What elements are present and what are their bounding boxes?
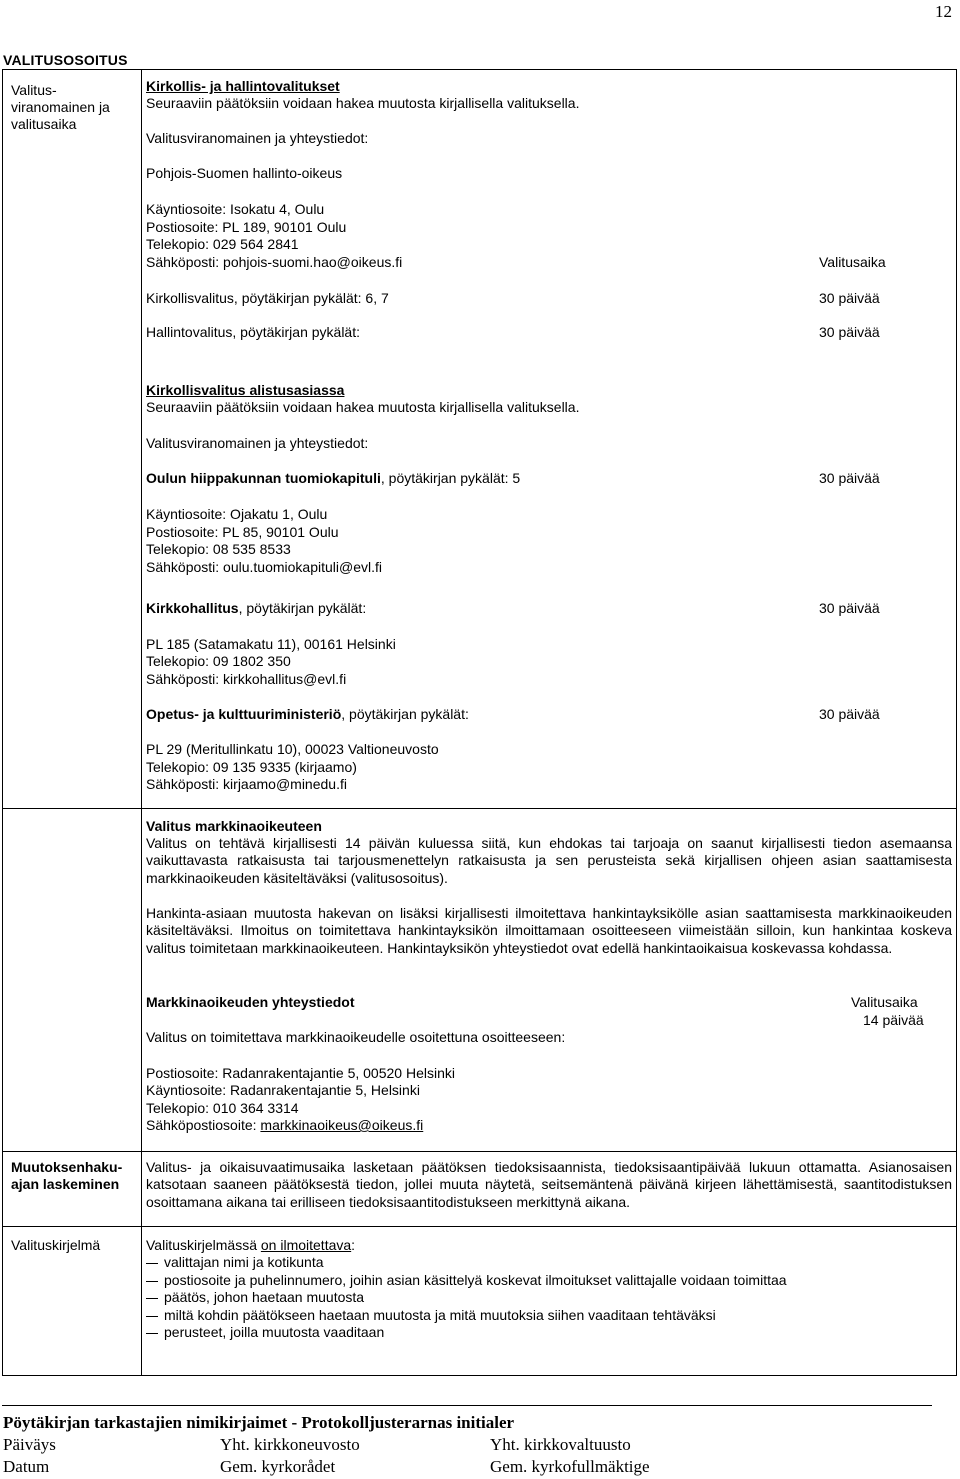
appeal-period-heading: Valitusaika <box>819 254 886 270</box>
footer-title: Pöytäkirjan tarkastajien nimikirjaimet - Protokolljusterarnas initialer <box>3 1413 515 1432</box>
board-name: Kirkkohallitus <box>146 600 239 616</box>
ministry-days: 30 päivää <box>819 706 880 722</box>
board-fax: Telekopio: 09 1802 350 <box>146 653 291 669</box>
list-item: päätös, johon haetaan muutosta <box>146 1289 787 1307</box>
admin-appeal-sections: Hallintovalitus, pöytäkirjan pykälät: <box>146 324 360 340</box>
market-court-post: Postiosoite: Radanrakentajantie 5, 00520 Helsinki <box>146 1065 455 1081</box>
letter-intro-underlined: on ilmoitettava <box>260 1237 352 1253</box>
page-number: 12 <box>935 2 952 21</box>
chapter-sections: , pöytäkirjan pykälät: 5 <box>380 470 521 486</box>
board-sections: , pöytäkirjan pykälät: <box>238 600 367 616</box>
column-divider <box>141 70 142 1375</box>
market-court-deliver: Valitus on toimitettava markkinaoikeudelle osoitettuna osoitteeseen: <box>146 1029 566 1045</box>
market-court-contact-heading: Markkinaoikeuden yhteystiedot <box>146 994 355 1010</box>
time-calculation-text: Valitus- ja oikaisuvaatimusaika lasketaan päätöksen tiedoksisaannista, tiedoksisaantipäivää lukuun ottamatta. Asianosaisen katsotaan saaneen päätöksestä tiedon, jollei muuta näytetä, seitsemäntenä päivänä kirjeen lähettämisestä, saantitodistuksen osoittamana aikana tai erilliseen tiedoksisaantitodistukseen merkittynä aikana. <box>146 1159 952 1210</box>
row-divider <box>3 1226 956 1227</box>
footer-assembly-sv: Gem. kyrkofullmäktige <box>490 1457 650 1476</box>
market-court-paragraph-2: Hankinta-asiaan muutosta hakevan on lisäksi kirjallisesti ilmoitettava hankintayksikölle asian saattamisesta markkinaoikeuden käsiteltäväksi. Ilmoitus on toimitettava hankintayksikön ilmoittamaan osoitteeseen viimeistään silloin, kun hankintaa koskeva valitus toimitetaan markkinaoikeuteen. Hankintayksikön yhteystiedot ovat edellä hankintaoikaisua koskevassa kohdassa. <box>146 905 952 956</box>
market-court-fax: Telekopio: 010 364 3314 <box>146 1100 299 1116</box>
list-item: perusteet, joilla muutosta vaaditaan <box>146 1324 787 1342</box>
footer-rule <box>2 1405 932 1406</box>
section-heading-church-admin: Kirkollis- ja hallintovalitukset <box>146 78 340 94</box>
heading-rest-part: markkinaoikeuteen <box>191 818 322 834</box>
section-heading-subordination: Kirkollisvalitus alistusasiassa <box>146 382 345 398</box>
chapter-name: Oulun hiippakunnan tuomiokapituli <box>146 470 381 486</box>
label-time-calculation: Muutoksenhaku-ajan laskeminen <box>11 1159 123 1192</box>
admin-appeal-days: 30 päivää <box>819 324 880 340</box>
chapter-days: 30 päivää <box>819 470 880 486</box>
post-address: Postiosoite: PL 189, 90101 Oulu <box>146 219 347 235</box>
letter-intro-suffix: : <box>351 1237 356 1253</box>
required-contents-list <box>146 1254 787 1342</box>
church-appeal-sections: Kirkollisvalitus, pöytäkirjan pykälät: 6, 7 <box>146 290 389 306</box>
email: Sähköposti: pohjois-suomi.hao@oikeus.fi <box>146 254 403 270</box>
footer-date-fi: Päiväys <box>3 1435 56 1454</box>
list-item: valittajan nimi ja kotikunta <box>146 1254 787 1272</box>
fax: Telekopio: 029 564 2841 <box>146 236 299 252</box>
chapter-fax: Telekopio: 08 535 8533 <box>146 541 291 557</box>
footer-date-sv: Datum <box>3 1457 50 1476</box>
ministry-sections: , pöytäkirjan pykälät: <box>341 706 469 722</box>
ministry-email: Sähköposti: kirjaamo@minedu.fi <box>146 776 347 792</box>
ministry-address: PL 29 (Meritullinkatu 10), 00023 Valtioneuvosto <box>146 741 439 757</box>
market-court-email-link[interactable]: markkinaoikeus@oikeus.fi <box>260 1117 424 1133</box>
market-court-paragraph-1: Valitus on tehtävä kirjallisesti 14 päivän kuluessa siitä, kun ehdokas tai tarjoaja on saanut kirjallisesti tiedon asemaansa vaikuttavasta ratkaisusta tai tarjousmenettelyn ratkaisusta ja sen perusteista sekä kirjallisen ohjeen asian saattamisesta markkinaoikeuden käsiteltäväksi (valitusosoitus). <box>146 835 952 886</box>
chapter-email: Sähköposti: oulu.tuomiokapituli@evl.fi <box>146 559 383 575</box>
board-address: PL 185 (Satamakatu 11), 00161 Helsinki <box>146 636 396 652</box>
authority-heading: Valitusviranomainen ja yhteystiedot: <box>146 435 369 451</box>
market-court-period-days: 14 päivää <box>863 1012 924 1028</box>
letter-intro <box>146 1237 951 1255</box>
list-item: miltä kohdin päätökseen haetaan muutosta ja mitä muutoksia siihen vaaditaan tehtäväksi <box>146 1307 787 1325</box>
list-item: postiosoite ja puhelinnumero, joihin asian käsittelyä koskevat ilmoitukset valittajalle voidaan toimittaa <box>146 1272 787 1290</box>
board-email: Sähköposti: kirkkohallitus@evl.fi <box>146 671 347 687</box>
ministry-name: Opetus- ja kulttuuriministeriö <box>146 706 342 722</box>
footer-assembly-fi: Yht. kirkkovaltuusto <box>490 1435 631 1454</box>
market-court-period-heading: Valitusaika <box>851 994 918 1010</box>
document-title: VALITUSOSOITUS <box>3 52 128 68</box>
footer-council-sv: Gem. kyrkorådet <box>220 1457 336 1476</box>
footer-council-fi: Yht. kirkkoneuvosto <box>220 1435 360 1454</box>
market-court-email-line <box>146 1117 951 1135</box>
authority-heading: Valitusviranomainen ja yhteystiedot: <box>146 130 369 146</box>
section-heading-market-court <box>146 818 951 836</box>
board-days: 30 päivää <box>819 600 880 616</box>
chapter-post: Postiosoite: PL 85, 90101 Oulu <box>146 524 339 540</box>
row-divider <box>3 808 956 809</box>
row-divider <box>3 1151 956 1152</box>
heading-bold-part: Valitus <box>146 818 192 834</box>
market-court-visit: Käyntiosoite: Radanrakentajantie 5, Helsinki <box>146 1082 420 1098</box>
visit-address: Käyntiosoite: Isokatu 4, Oulu <box>146 201 325 217</box>
chapter-visit: Käyntiosoite: Ojakatu 1, Oulu <box>146 506 328 522</box>
section-intro: Seuraaviin päätöksiin voidaan hakea muutosta kirjallisella valituksella. <box>146 399 580 415</box>
court-name: Pohjois-Suomen hallinto-oikeus <box>146 165 343 181</box>
label-appeal-authority: Valitus-viranomainen ja valitusaika <box>11 82 110 132</box>
ministry-fax: Telekopio: 09 135 9335 (kirjaamo) <box>146 759 357 775</box>
email-prefix: Sähköpostiosoite: <box>146 1117 261 1133</box>
label-appeal-letter: Valituskirjelmä <box>11 1237 101 1253</box>
section-intro: Seuraaviin päätöksiin voidaan hakea muutosta kirjallisella valituksella. <box>146 95 580 111</box>
church-appeal-days: 30 päivää <box>819 290 880 306</box>
letter-intro-prefix: Valituskirjelmässä <box>146 1237 261 1253</box>
